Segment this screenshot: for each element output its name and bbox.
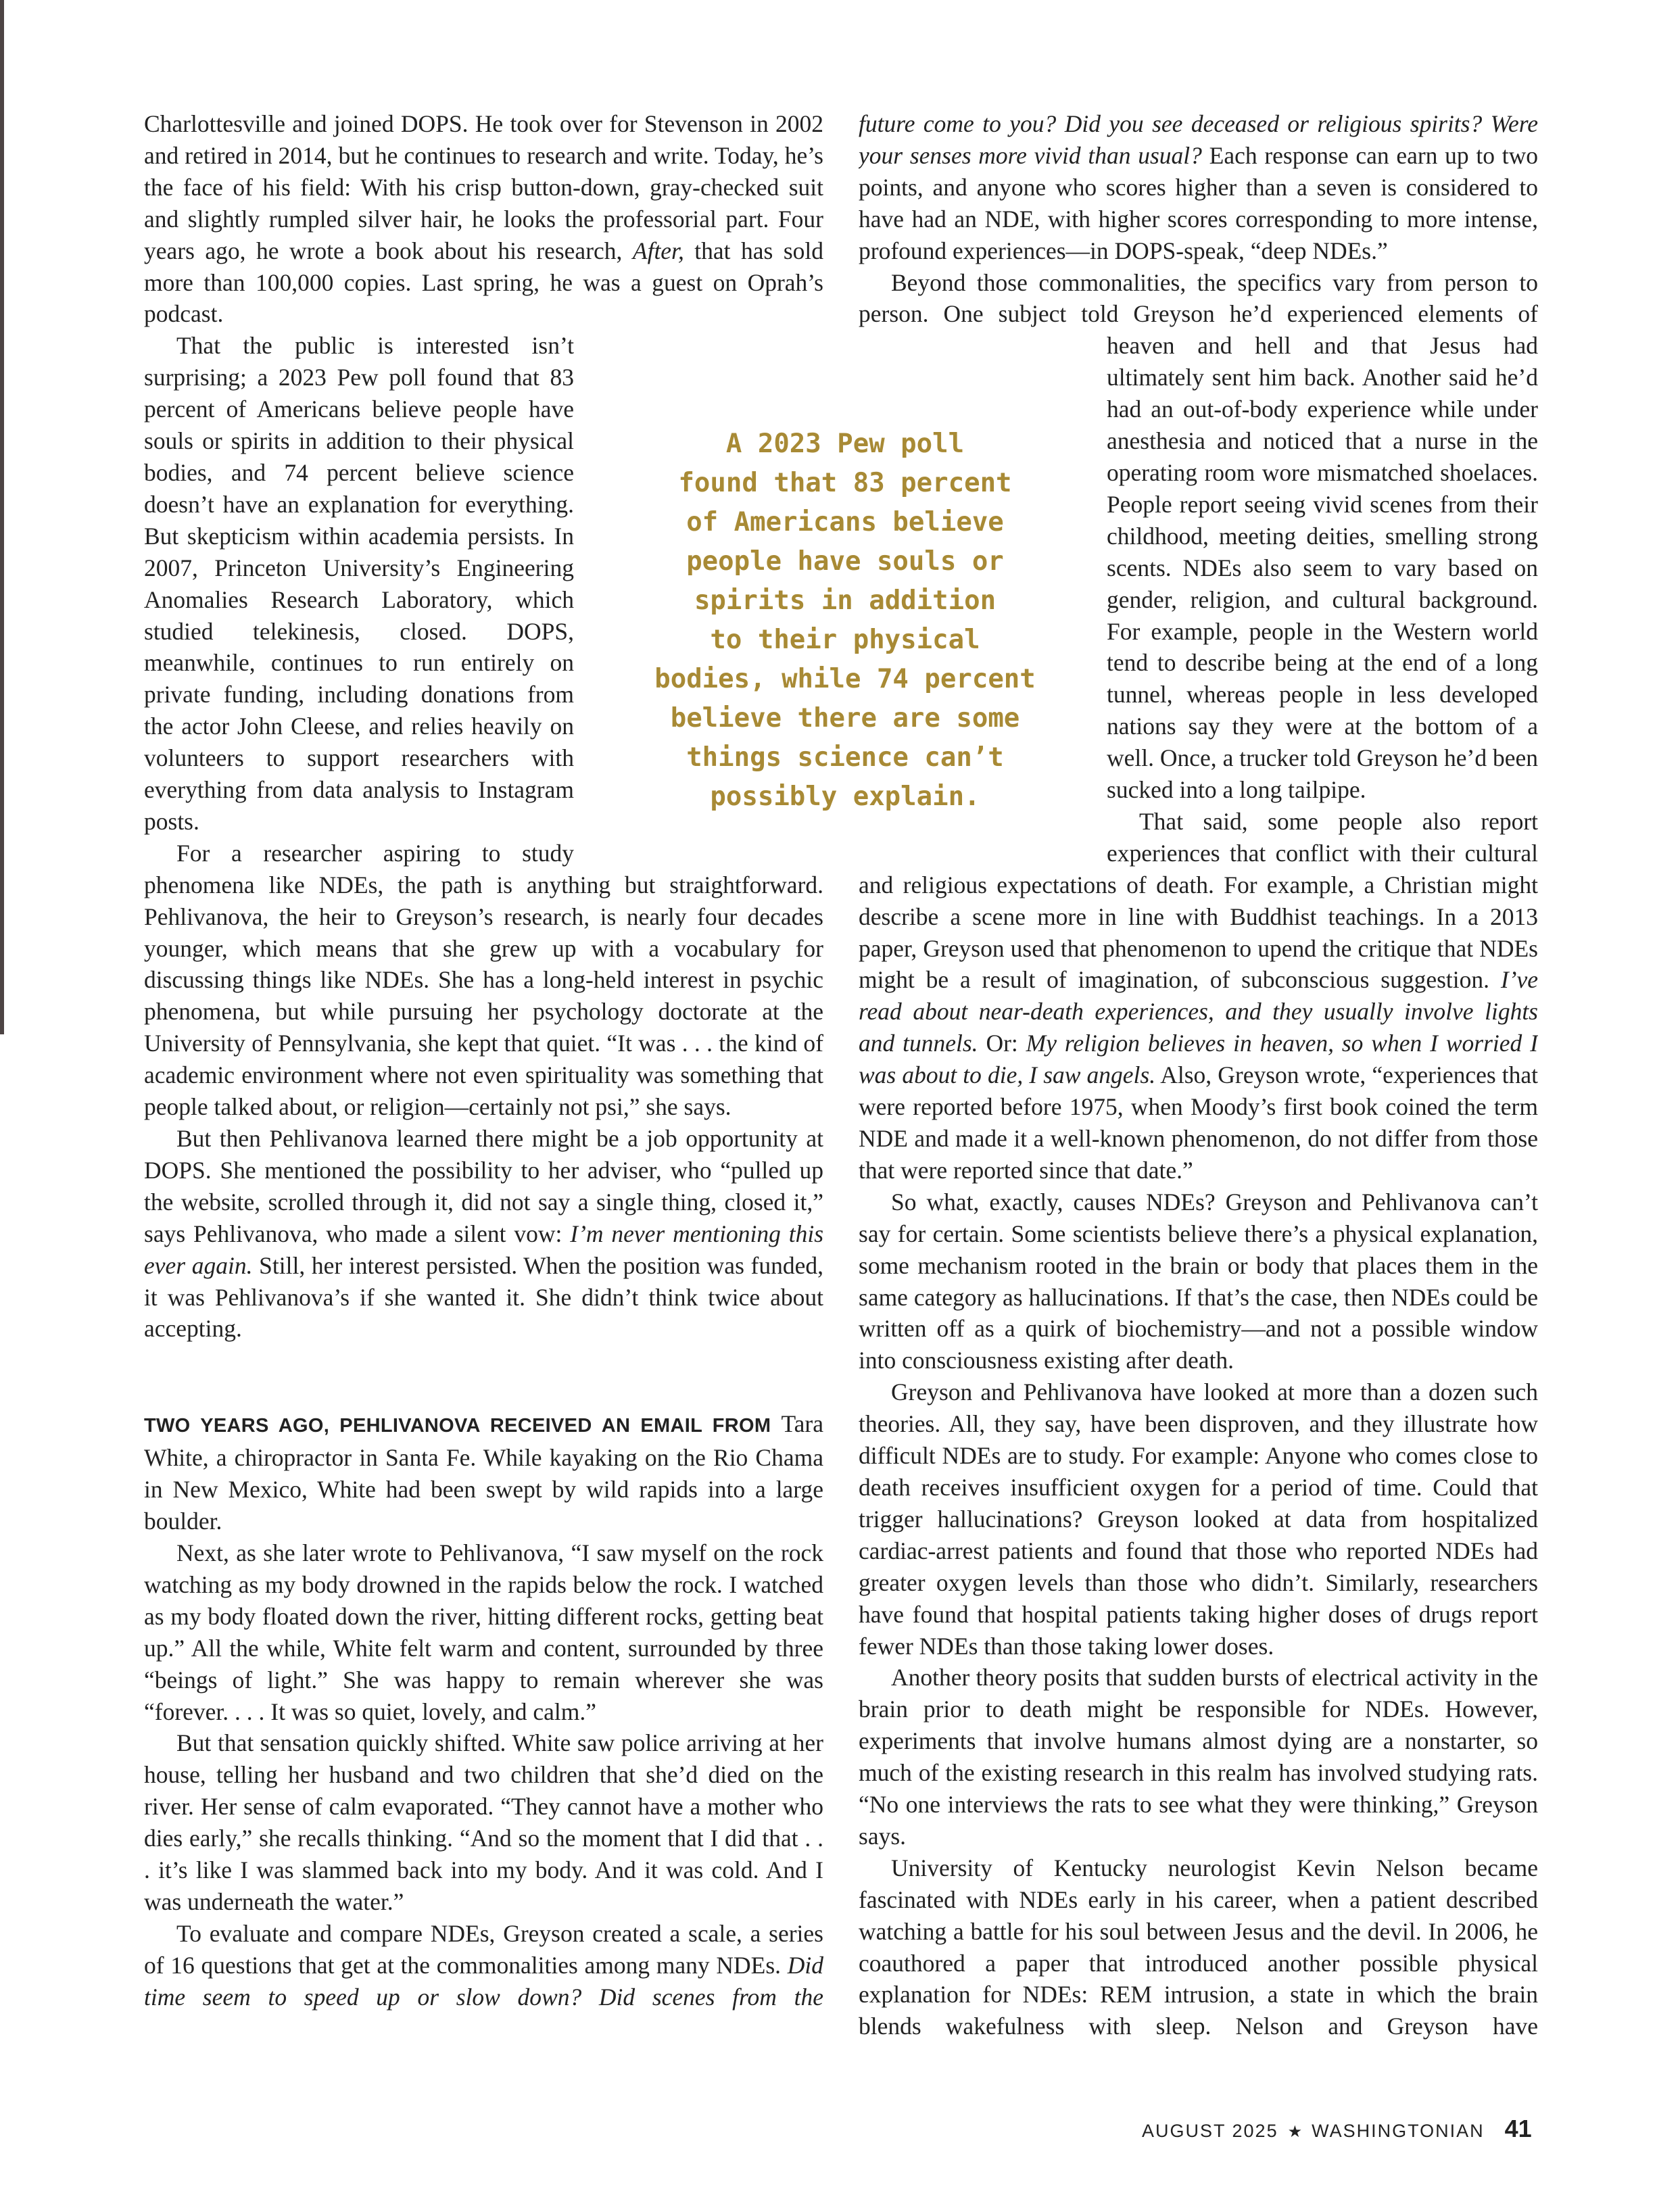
pull-quote-line: possibly explain. xyxy=(710,782,980,812)
paragraph xyxy=(859,1852,1538,2042)
paragraph xyxy=(144,1918,823,2013)
pull-quote-line: A 2023 Pew poll xyxy=(725,429,965,459)
text-run: But that sensation quickly shifted. White saw police arriving at her house, telling her husband and two children that she’d died on the river. Her sense of calm evaporated. “They cannot have a mother who dies early,” she recalls thinking. “And so the moment that I did that . . . it’s like I was slammed back into my body. And it was cold. And I was underneath the water.” xyxy=(144,1729,823,1915)
text-run: Or: xyxy=(978,1030,1026,1057)
text-run: Another theory posits that sudden bursts of electrical activity in the brain prior to death might be responsible for NDEs. However, experiments that involve humans almost dying are a nonstarter, so much of the existing research in this realm has involved studying rats. “No one interviews the rats to see what they were thinking,” Greyson says. xyxy=(859,1664,1538,1850)
page-number: 41 xyxy=(1504,2115,1532,2142)
text-run: Next, as she later wrote to Pehlivanova, “I saw myself on the rock watching as my body drowned in the rapids below the rock. I watched as my body floated down the river, hitting different rocks, getting beat up.” All the while, White felt warm and content, surrounded by three “beings of light.” She was happy to remain wherever she was “forever. . . . It was so quiet, lovely, and calm.” xyxy=(144,1539,823,1725)
right-text-column xyxy=(859,108,1538,2042)
text-run: That the public is interested isn’t surprising; a 2023 Pew poll found that 83 percent of Americans believe people have souls or spirits in addition to their physical bodies, and 74 percent believe science doesn’t have an explanation for everything. But skepticism within academia persists. In 2007, Princeton University’s Engineering Anomalies Research Laboratory, which studied telekinesis, closed. DOPS, meanwhile, continues to run entirely on private funding, including donations from the actor John Cleese, and relies heavily on volunteers to support researchers with everything from data analysis to Instagram posts. xyxy=(144,332,574,835)
section-lead-in: TWO YEARS AGO, PEHLIVANOVA RECEIVED AN EMAIL FROM xyxy=(144,1415,771,1437)
pull-quote-line: to their physical xyxy=(710,625,980,655)
text-run: Beyond those commonalities, the specifics vary from person to person. One subject told Greyson he’d experienced elements of heaven and hell and that Jesus had ultimately sent him back. Another said he’d had an out-of-body experience while under anesthesia and noticed that a nurse in the operating room wore mismatched shoelaces. People report seeing vivid scenes from their childhood, meeting deities, smelling strong scents. NDEs also seem to vary based on gender, religion, and cultural background. For example, people in the Western world tend to describe being at the end of a long tunnel, whereas people in less developed nations say they were at the bottom of a well. Once, a trucker told Greyson he’d been sucked into a long tailpipe. xyxy=(859,268,1538,804)
left-text-column xyxy=(144,108,823,2013)
page-edge-bar xyxy=(0,0,4,1034)
page-footer xyxy=(1142,2115,1532,2143)
pull-quote xyxy=(608,425,1082,817)
paragraph xyxy=(144,108,823,330)
pull-quote-line: spirits in addition xyxy=(694,585,997,616)
text-run: Still, her interest persisted. When the position was funded, it was Pehlivanova’s if she wanted it. She didn’t think twice about accepting. xyxy=(144,1251,823,1343)
pull-quote-line: of Americans believe xyxy=(686,507,1004,537)
paragraph xyxy=(859,108,1538,267)
issue-date: AUGUST 2025 xyxy=(1142,2121,1278,2141)
pull-quote-line: found that 83 percent xyxy=(678,468,1012,498)
text-run: So what, exactly, causes NDEs? Greyson and Pehlivanova can’t say for certain. Some scientists believe there’s a physical explanation, some mechanism rooted in the brain or body that places them in the same category as hallucinations. If that’s the case, then NDEs could be written off as a quirk of biochemistry—and not a possible window into consciousness existing after death. xyxy=(859,1188,1538,1374)
italic-text: future come to you? Did you see deceased or religious spirits? Were your senses more vivid than usual? xyxy=(859,110,1538,169)
paragraph xyxy=(144,1123,823,1345)
text-run: But then Pehlivanova learned there might be a job opportunity at DOPS. She mentioned the possibility to her adviser, who “pulled up the website, scrolled through it, did not say a single thing, closed it,” says Pehlivanova, who made a silent vow: xyxy=(144,1125,823,1247)
text-run: Greyson and Pehlivanova have looked at more than a dozen such theories. All, they say, have been disproven, and they illustrate how difficult NDEs are to study. For example: Anyone who comes close to death receives insufficient oxygen for a period of time. Could that trigger hallucinations? Greyson looked at data from hospitalized cardiac-arrest patients and found that those who reported NDEs had greater oxygen levels than those who didn’t. Similarly, researchers have found that hospital patients taking higher doses of drugs report fewer NDEs than those taking lower doses. xyxy=(859,1378,1538,1660)
text-run: University of Kentucky neurologist Kevin Nelson became fascinated with NDEs early in his career, when a patient described watching a battle for his soul between Jesus and the devil. In 2006, he coauthored a paper that introduced another possible physical explanation for NDEs: REM intrusion, a state in which the brain blends wakefulness with sleep. Nelson and Greyson have xyxy=(859,1854,1538,2040)
paragraph xyxy=(144,838,823,1123)
italic-text: After, xyxy=(632,237,684,264)
text-run: Also, Greyson wrote, “experiences that were reported before 1975, when Moody’s first book coined the term NDE and made it a well-known phenomenon, do not differ from those that were reported since that date.” xyxy=(859,1061,1538,1184)
italic-text: I’m never mentioning this ever again. xyxy=(144,1220,823,1279)
star-icon: ★ xyxy=(1287,2123,1303,2141)
paragraph xyxy=(859,1186,1538,1376)
text-run: To evaluate and compare NDEs, Greyson created a scale, a series of 16 questions that get at the commonalities among many NDEs. xyxy=(144,1919,823,1979)
pull-quote-line: people have souls or xyxy=(686,546,1004,577)
italic-text: My religion believes in heaven, so when I worried I was about to die, I saw angels. xyxy=(859,1030,1538,1089)
text-run: Each response can earn up to two points, and anyone who scores higher than a seven is considered to have had an NDE, with higher scores corresponding to more intense, profound experiences—in DOPS-speak, “deep NDEs.” xyxy=(859,141,1538,264)
publication-name: WASHINGTONIAN xyxy=(1312,2121,1485,2141)
paragraph xyxy=(859,1662,1538,1852)
text-run: Tara White, a chiropractor in Santa Fe. While kayaking on the Rio Chama in New Mexico, White had been swept by wild rapids into a large boulder. xyxy=(144,1410,823,1535)
text-run: Charlottesville and joined DOPS. He took over for Stevenson in 2002 and retired in 2014, but he continues to research and write. Today, he’s the face of his field: With his crisp button-down, gray-checked suit and slightly rumpled silver hair, he looks the professorial part. Four years ago, he wrote a book about his research, xyxy=(144,110,823,264)
paragraph xyxy=(859,1376,1538,1662)
section-opening-paragraph xyxy=(144,1408,823,1537)
text-run: For a researcher aspiring to study phenomena like NDEs, the path is anything but straightforward. Pehlivanova, the heir to Greyson’s research, is nearly four decades younger, which means that she grew up with a vocabulary for discussing things like NDEs. She has a long-held interest in psychic phenomena, but while pursuing her psychology doctorate at the University of Pennsylvania, she kept that quiet. “It was . . . the kind of academic environment where not even spirituality was something that people talked about, or religion—certainly not psi,” she says. xyxy=(144,839,823,1121)
pull-quote-line: bodies, while 74 percent xyxy=(654,664,1036,694)
text-run: That said, some people also report experiences that conflict with their cultural and religious expectations of death. For example, a Christian might describe a scene more in line with Buddhist teachings. In a 2013 paper, Greyson used that phenomenon to upend the critique that NDEs might be a result of imagination, of subconscious suggestion. xyxy=(859,807,1538,994)
paragraph xyxy=(144,1537,823,1727)
pull-quote-line: things science can’t xyxy=(686,742,1004,773)
text-run: that has sold more than 100,000 copies. Last spring, he was a guest on Oprah’s podcast. xyxy=(144,237,823,328)
italic-text: I’ve read about near-death experiences, and they usually involve lights and tunnels. xyxy=(859,966,1538,1057)
pull-quote-line: believe there are some xyxy=(670,703,1020,734)
italic-text: Did time seem to speed up or slow down? Did scenes from the xyxy=(144,1951,823,2011)
paragraph xyxy=(144,1727,823,1917)
